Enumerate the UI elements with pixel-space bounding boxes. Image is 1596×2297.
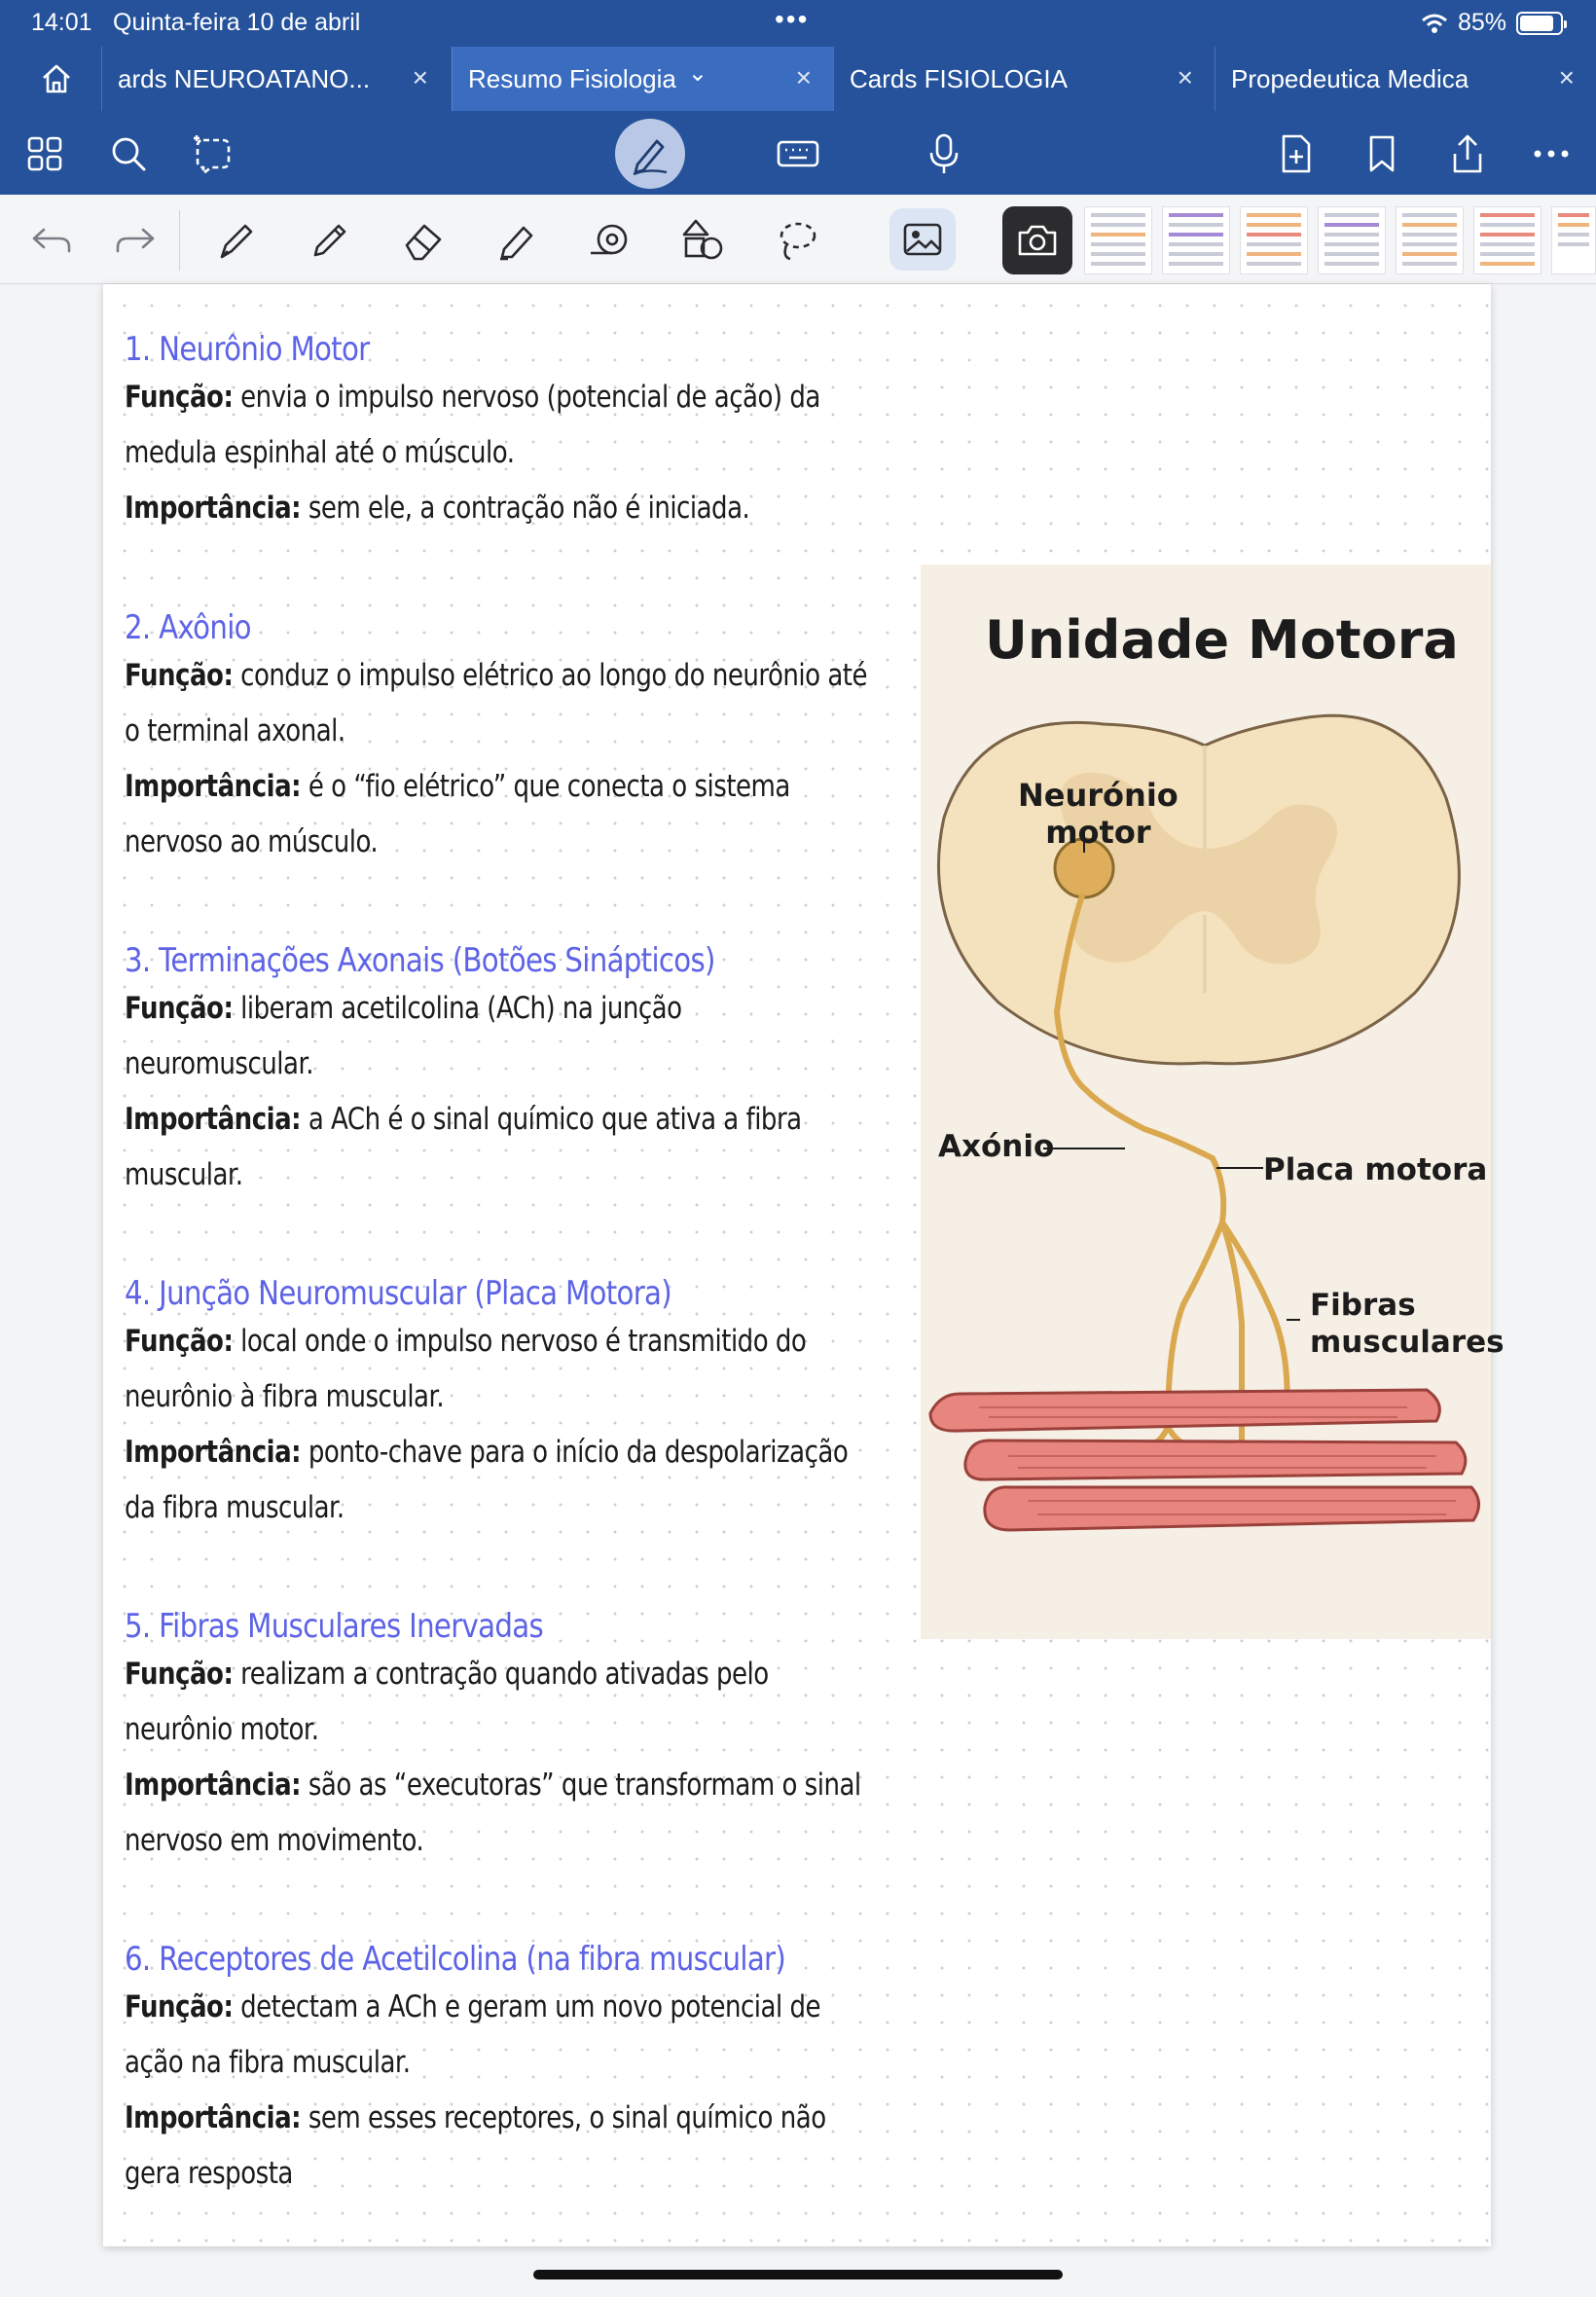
note-line (125, 1148, 860, 1203)
note-line (125, 1037, 860, 1092)
note-line (125, 981, 860, 1037)
muscle-fibers (930, 1390, 1479, 1530)
tape-tool[interactable] (584, 214, 636, 267)
note-line (125, 481, 860, 536)
line-text: detectam a ACh e geram um novo potencial de (233, 1989, 821, 2024)
line-text: ação na fibra muscular. (125, 2045, 411, 2080)
add-page-button[interactable] (1271, 128, 1322, 179)
muscle-fiber (985, 1487, 1479, 1530)
tab-bar (0, 47, 1596, 111)
note-section-6 (125, 1939, 1000, 2202)
line-text: liberam acetilcolina (ACh) na junção (233, 991, 682, 1026)
close-icon[interactable]: × (795, 62, 812, 92)
line-text: sem ele, a contração não é iniciada. (301, 491, 750, 526)
line-text: ponto-chave para o início da despolarização (301, 1435, 849, 1470)
section-title: 4. Junção Neuromuscular (Placa Motora) (125, 1274, 671, 1313)
note-section-2 (125, 607, 1000, 870)
image-tool[interactable] (889, 208, 956, 271)
recent-image-thumbnail[interactable] (1551, 206, 1596, 274)
section-title: 5. Fibras Musculares Inervadas (125, 1607, 544, 1646)
keyboard-button[interactable] (773, 128, 823, 179)
highlighter-icon (494, 218, 539, 263)
status-date: Quinta-feira 10 de abril (113, 9, 361, 36)
muscle-fibers-label-line-1: Fibras (1310, 1288, 1416, 1323)
redo-button[interactable] (109, 214, 162, 267)
lasso-tool[interactable] (771, 214, 823, 267)
status-bar (0, 0, 1596, 45)
search-button[interactable] (103, 128, 154, 179)
shapes-icon (680, 217, 727, 264)
line-text: sem esses receptores, o sinal químico não (301, 2100, 826, 2135)
tab-label: Cards FISIOLOGIA (850, 63, 1068, 93)
note-line (125, 1813, 860, 1869)
pen-mode-button[interactable] (615, 119, 685, 189)
line-text: é o “fio elétrico” que conecta o sistema (301, 769, 790, 804)
line-text: da fibra muscular. (125, 1490, 345, 1525)
section-title: 2. Axônio (125, 608, 251, 647)
share-icon (1447, 132, 1488, 175)
line-text: nervoso em movimento. (125, 1823, 424, 1858)
line-label: Importância: (125, 2100, 302, 2135)
microphone-icon (926, 132, 961, 175)
recent-image-thumbnail[interactable] (1084, 206, 1152, 274)
note-line (125, 1702, 860, 1758)
neuron-label (1018, 777, 1179, 851)
more-button[interactable] (1526, 128, 1577, 179)
line-text: neurônio motor. (125, 1712, 319, 1747)
line-label: Importância: (125, 1435, 302, 1470)
neuron-label-line-1: Neurónio (1018, 777, 1179, 814)
note-line (125, 815, 860, 870)
line-label: Função: (125, 658, 234, 693)
home-button[interactable] (29, 56, 84, 101)
motor-unit-diagram[interactable] (921, 565, 1505, 1639)
image-icon (902, 222, 943, 257)
note-line (125, 1980, 860, 2035)
note-section-4 (125, 1273, 1000, 1536)
more-icon (1532, 148, 1571, 160)
line-label: Função: (125, 1324, 234, 1359)
motor-unit-illustration (921, 565, 1491, 1639)
camera-button[interactable] (1002, 206, 1072, 274)
line-text: o terminal axonal. (125, 713, 345, 748)
tab-cards-fisiologia[interactable] (833, 47, 1215, 111)
battery-level (1520, 16, 1553, 31)
close-icon[interactable]: × (1177, 62, 1193, 92)
neuron-label-line-2: motor (1045, 814, 1151, 851)
note-page[interactable] (103, 284, 1505, 2246)
undo-icon (30, 226, 73, 255)
line-text: muscular. (125, 1157, 243, 1192)
bookmark-icon (1366, 133, 1397, 174)
line-label: Importância: (125, 769, 302, 804)
eraser-icon (401, 218, 446, 263)
section-title: 1. Neurônio Motor (125, 330, 370, 369)
note-line (125, 1092, 860, 1148)
microphone-button[interactable] (919, 128, 969, 179)
status-indicators (1421, 9, 1563, 37)
selection-icon (192, 132, 236, 175)
line-label: Função: (125, 991, 234, 1026)
note-line (125, 1758, 860, 1813)
wifi-icon (1421, 13, 1448, 34)
note-line (125, 370, 860, 425)
main-toolbar (0, 111, 1596, 195)
note-section-3 (125, 940, 1000, 1203)
app-chrome (0, 0, 1596, 195)
note-line (125, 704, 860, 759)
highlighter-tool[interactable] (490, 214, 543, 267)
note-line (125, 1647, 860, 1702)
line-label: Função: (125, 380, 234, 415)
line-text: neuromuscular. (125, 1046, 314, 1081)
add-page-icon (1278, 132, 1315, 175)
line-text: medula espinhal até o músculo. (125, 435, 515, 470)
line-text: envia o impulso nervoso (potencial de ação) da (233, 380, 820, 415)
fountain-pen-icon (214, 218, 259, 263)
line-text: a ACh é o sinal químico que ativa a fibra (301, 1102, 802, 1137)
tab-label: Propedeutica Medica (1231, 63, 1469, 93)
multitasking-dots[interactable]: ••• (775, 4, 810, 34)
grid-button[interactable] (19, 128, 70, 179)
tab-resumo-fisiologia[interactable] (452, 47, 833, 111)
line-text: local onde o impulso nervoso é transmitido do (233, 1324, 807, 1359)
line-text: gera resposta (125, 2156, 293, 2191)
note-line (125, 2146, 860, 2202)
close-icon[interactable]: × (412, 62, 428, 92)
selection-button[interactable] (189, 128, 239, 179)
line-text: nervoso ao músculo. (125, 824, 379, 859)
muscle-fiber (930, 1390, 1439, 1431)
note-section-5 (125, 1606, 1000, 1869)
axon-label: Axónio (938, 1129, 1055, 1164)
note-section-1 (125, 329, 1000, 536)
status-time: 14:01 (31, 9, 92, 36)
camera-icon (1016, 223, 1059, 258)
line-label: Importância: (125, 1102, 302, 1137)
keyboard-icon (776, 137, 820, 170)
diagram-title: Unidade Motora (985, 609, 1459, 671)
line-label: Função: (125, 1657, 234, 1692)
note-line (125, 2091, 860, 2146)
note-line (125, 1369, 860, 1425)
grid-icon (26, 135, 63, 172)
recent-image-thumbnail[interactable] (1473, 206, 1542, 274)
muscle-fibers-label-line-2: musculares (1310, 1325, 1505, 1360)
section-title: 6. Receptores de Acetilcolina (na fibra muscular) (125, 1940, 786, 1979)
drawing-tools-bar (0, 195, 1596, 284)
bookmark-button[interactable] (1357, 128, 1407, 179)
tab-neuroatanomia[interactable] (101, 47, 450, 111)
battery-percent: 85% (1457, 9, 1506, 36)
motor-plate-label: Placa motora (1263, 1152, 1488, 1187)
eraser-tool[interactable] (397, 214, 450, 267)
tab-label: Resumo Fisiologia (468, 63, 676, 93)
tab-label: ards NEUROATANO... (118, 63, 371, 93)
line-text: neurônio à fibra muscular. (125, 1379, 445, 1414)
muscle-fibers-label (1310, 1287, 1505, 1361)
close-icon[interactable]: × (1558, 62, 1575, 92)
note-line (125, 759, 860, 815)
line-text: conduz o impulso elétrico ao longo do neurônio até (233, 658, 868, 693)
toolbar-divider (179, 210, 180, 271)
line-text: são as “executoras” que transformam o sinal (301, 1768, 861, 1803)
recent-image-thumbnail[interactable] (1162, 206, 1230, 274)
note-line (125, 648, 868, 704)
battery-icon (1516, 12, 1563, 35)
line-label: Importância: (125, 491, 302, 526)
home-indicator[interactable] (533, 2270, 1063, 2279)
chevron-down-icon[interactable]: ⌄ (687, 59, 707, 87)
line-label: Função: (125, 1989, 234, 2024)
note-line (125, 1425, 860, 1480)
recent-image-thumbnail[interactable] (1240, 206, 1308, 274)
note-line (125, 2035, 860, 2091)
search-icon (109, 134, 148, 173)
section-title: 3. Terminações Axonais (Botões Sinápticos) (125, 941, 715, 980)
note-line (125, 1314, 860, 1369)
muscle-fiber (965, 1440, 1466, 1479)
recent-image-thumbnail[interactable] (1396, 206, 1464, 274)
pencil-icon (308, 218, 352, 263)
tape-icon (587, 218, 634, 263)
pencil-tool[interactable] (304, 214, 356, 267)
shapes-tool[interactable] (677, 214, 730, 267)
share-button[interactable] (1442, 128, 1493, 179)
tab-propedeutica-medica[interactable] (1215, 47, 1596, 111)
lasso-icon (775, 218, 819, 263)
note-line (125, 1480, 860, 1536)
redo-icon (114, 226, 157, 255)
undo-button[interactable] (25, 214, 78, 267)
fountain-pen-tool[interactable] (210, 214, 263, 267)
recent-image-thumbnail[interactable] (1318, 206, 1386, 274)
line-label: Importância: (125, 1768, 302, 1803)
line-text: realizam a contração quando ativadas pelo (233, 1657, 769, 1692)
note-line (125, 425, 860, 481)
home-icon (40, 62, 73, 95)
pen-mode-icon (628, 131, 672, 176)
